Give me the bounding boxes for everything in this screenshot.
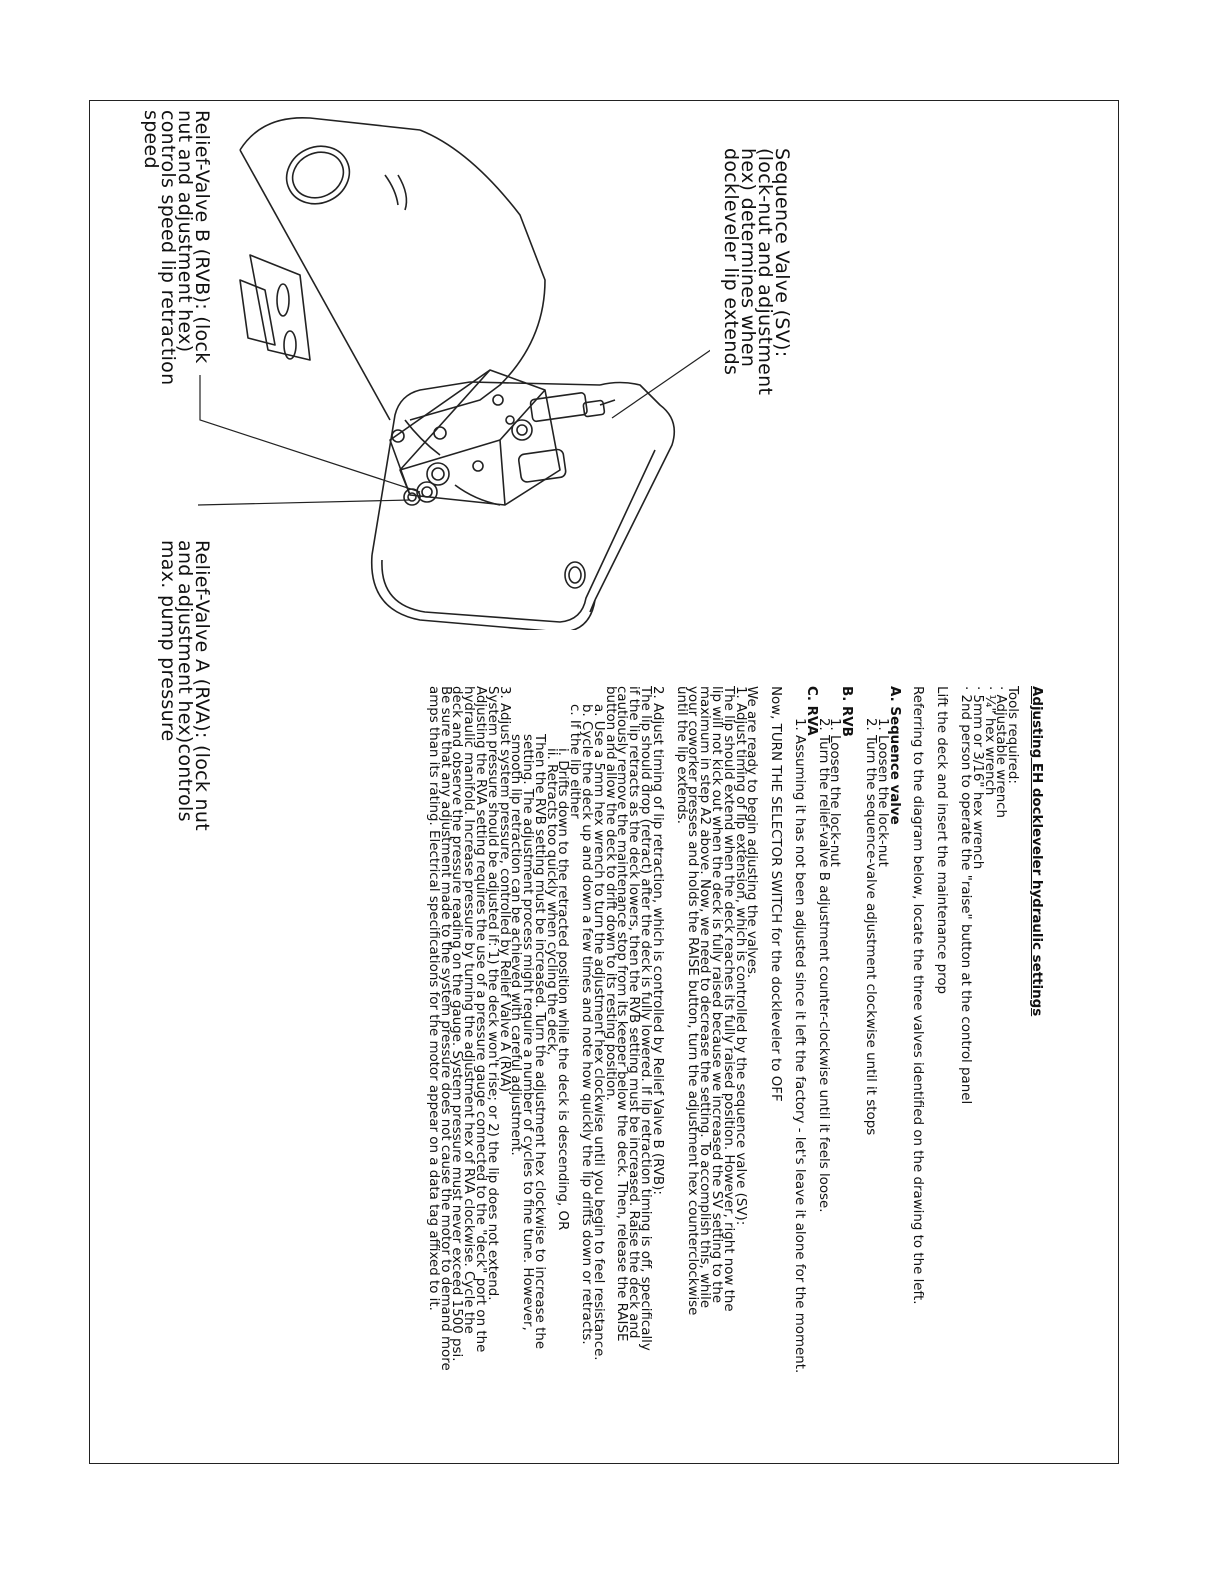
step3-line: Adjusting the RVA setting requires the use of a pressure gauge connected to the "deck" port on the (472, 686, 488, 1353)
section-c-heading: C. RVA (803, 686, 819, 736)
instructions (427, 686, 1042, 1373)
step3-line: hydraulic manifold. Increase pressure by turning the adjustment hex of RVA clockwise. Cycle the (461, 686, 477, 1334)
step3-line: deck and observe the pressure reading on the gauge. System pressure must never exceed 1500 psi. (449, 686, 465, 1362)
tool-item: · 5mm or 3/16" hex wrench (969, 686, 985, 870)
step2-line: 2. Adjust timing of lip retraction, which is controlled by Relief Valve B (RVB): (649, 686, 665, 1195)
callout-relief-valve-a (157, 540, 213, 831)
callout-relief-valve-b (140, 110, 213, 386)
step2-substep: a. Use a 5mm hex wrench to turn the adjustment hex clockwise until you begin to feel resistance. (590, 704, 606, 1361)
callout-line: speed (140, 110, 162, 169)
hydraulic-unit-drawing (130, 110, 710, 630)
callout-line: dockleveler lip extends (720, 148, 742, 376)
callout-line: (lock-nut and adjustment (754, 148, 776, 396)
callout-sequence-valve (720, 148, 793, 396)
callout-line: controls speed lip retraction (157, 110, 179, 386)
selector-instruction: Now, TURN THE SELECTOR SWITCH for the dockleveler to OFF (768, 686, 784, 1102)
step2-line: if the lip retracts as the deck lowers, then the RVB setting must be increased. Raise the deck and (626, 686, 642, 1339)
step2-then-line: setting. The adjustment process might require a number of cycles to fine tune. However, (520, 734, 536, 1331)
section-b-step: 2. Turn the relief-valve B adjustment counter-clockwise until it feels loose. (815, 718, 831, 1213)
step2-line: cautiously remove the maintenance stop from its keeper below the deck. Then, release the RAISE (614, 686, 630, 1342)
callout-line: max. pump pressure (157, 540, 179, 742)
tool-item: · ¼" hex wrench (981, 686, 997, 796)
step3-line: amps than its rating. Electrical specifications for the motor appear on a data tag affixed to it. (425, 686, 441, 1311)
intro-line: Lift the deck and insert the maintenance prop (934, 686, 950, 995)
section-b-heading: B. RVB (839, 686, 855, 737)
section-c-step: 1. Assuming it has not been adjusted since it left the factory - let's leave it alone for the moment. (792, 718, 808, 1374)
tool-item: · Adjustable wrench (993, 686, 1009, 819)
callout-line: Relief-Valve A (RVA): (lock nut (191, 540, 213, 831)
step1-line: until the lip extends. (673, 686, 689, 824)
callout-line: nut and adjustment hex) (174, 110, 196, 353)
step2-substep: c. If the lip either (567, 704, 583, 819)
step2-line: button and allow the deck to drift down to its resting position. (602, 686, 618, 1101)
ready-line: We are ready to begin adjusting the valves. (744, 686, 760, 979)
tool-item: · 2nd person to operate the "raise" button at the control panel (958, 686, 974, 1105)
step2-substep: b. Cycle the deck up and down a few times and note how quickly the lip drifts down or retracts. (579, 704, 595, 1345)
step1-line: maximum in step A2 above. Now, we need to decrease the setting. To accomplish this, while (697, 686, 713, 1309)
tools-heading: Tools required: (1005, 686, 1021, 784)
step3-line: 3. Adjust system pressure, controlled by Relief Valve A (RVA) (496, 686, 512, 1092)
step1-line: lip will not kick out when the deck is fully raised because we increased the SV setting to the (709, 686, 725, 1304)
callout-line: and adjustment hex)controls (174, 540, 196, 822)
step1-line: 1. Adjust timing of lip extension, which is controlled by the sequence valve (SV): (732, 686, 748, 1226)
step1-line: The lip should extend when the deck reaches its fully raised position. However, right now the (720, 686, 736, 1312)
step2-then-line: Then the RVB setting must be increased. Turn the adjustment hex clockwise to increase the (531, 734, 547, 1350)
step2-subitem: i. Drifts down to the retracted position while the deck is descending, OR (555, 748, 571, 1231)
step2-then-line: smooth lip retraction can be achieved with careful adjustment. (508, 734, 524, 1156)
step3-line: System pressure should be adjusted if: 1) the deck won't rise; or 2) the lip does not extend. (484, 686, 500, 1301)
callout-line: Sequence Valve (SV): (771, 148, 793, 358)
step3-line: Be sure that any adjustment made to the system pressure does not cause the motor to demand more (437, 686, 453, 1371)
callout-line: hex) determines when (737, 148, 759, 368)
section-a-step: 1. Loosen the lock-nut (874, 718, 890, 867)
page-title: Adjusting EH dockleveler hydraulic settings (1029, 686, 1044, 1017)
step2-line: The lip should drop (retract) after the deck is fully lowered. If lip retraction timing is off, specifically (638, 686, 654, 1351)
section-b-step: 1. Loosen the lock-nut (827, 718, 843, 867)
section-a-step: 2. Turn the sequence-valve adjustment clockwise until it stops (863, 718, 879, 1136)
step2-subitem: ii. Retracts too quickly when cycling the deck, (543, 748, 559, 1056)
step1-line: your coworker presses and holds the RAISE button, turn the adjustment hex counterclockwise (685, 686, 701, 1316)
intro-line: Referring to the diagram below, locate the three valves identified on the drawing to the left. (910, 686, 926, 1305)
callout-line: Relief-Valve B (RVB): (lock (191, 110, 213, 364)
section-a-heading: A. Sequence valve (886, 686, 902, 825)
